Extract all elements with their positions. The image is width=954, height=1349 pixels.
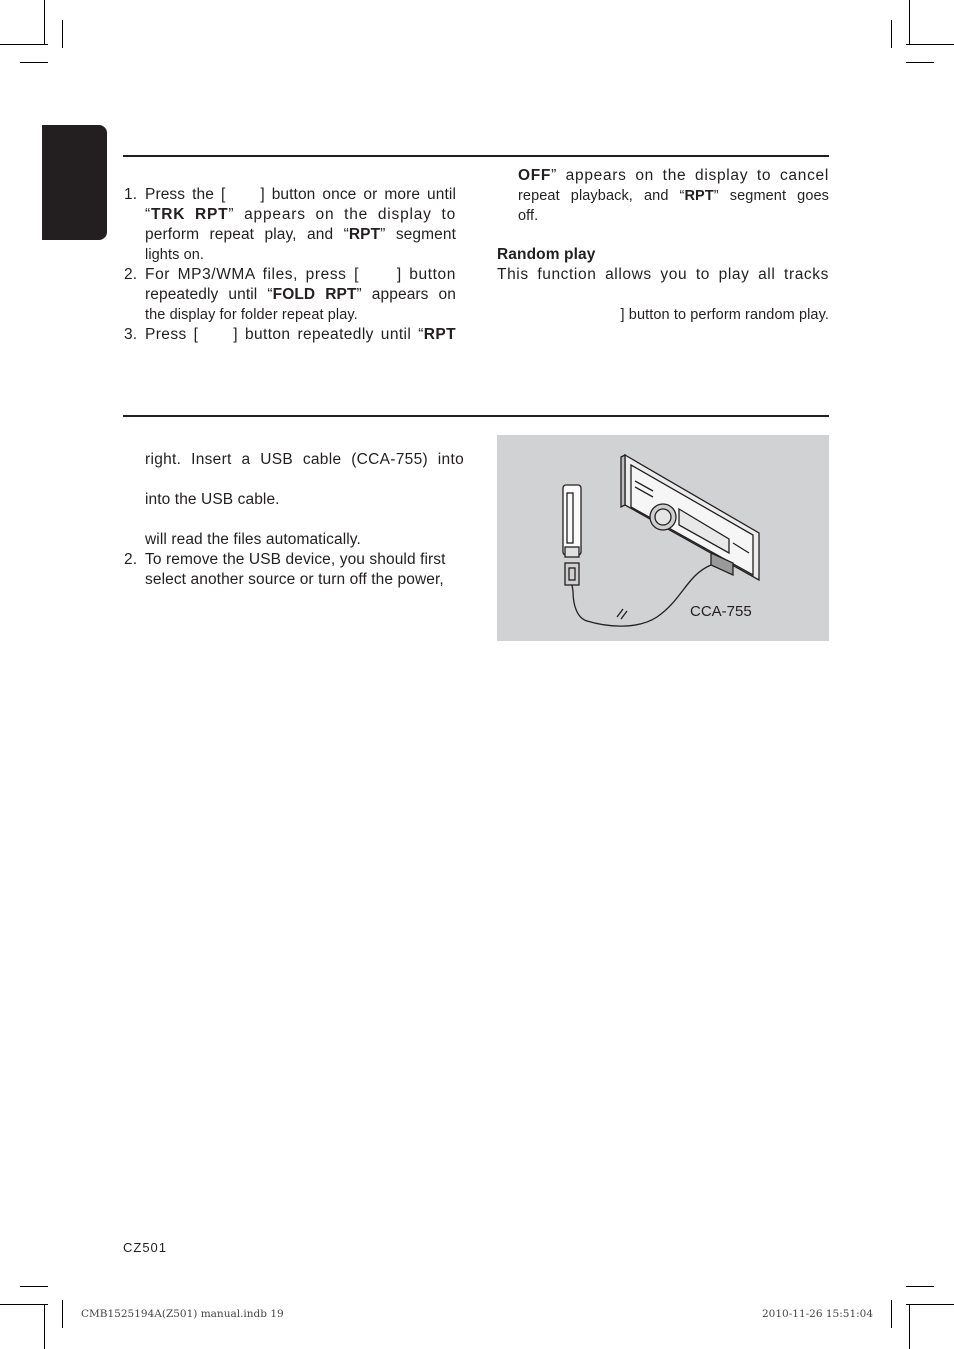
- usb-section: [124, 450, 464, 590]
- crop-mark: [906, 1286, 934, 1287]
- text-line: [145, 510, 464, 530]
- step-3: [124, 325, 456, 345]
- step-number: 2.: [124, 551, 138, 568]
- model-label: CZ501: [123, 1240, 168, 1255]
- step-number: 2.: [124, 266, 138, 283]
- crop-mark: [906, 62, 934, 63]
- step-line: For MP3/WMA files, press [ ] button: [145, 266, 456, 283]
- text-line: repeat playback, and “RPT” segment goes: [518, 188, 830, 204]
- step-number: 3.: [124, 326, 138, 343]
- text-line: [497, 285, 829, 305]
- crop-mark: [0, 1304, 48, 1305]
- crop-mark: [891, 20, 892, 48]
- print-slug-right: 2010-11-26 15:51:04: [762, 1308, 874, 1320]
- text-line: right. Insert a USB cable (CCA-755) into: [145, 451, 464, 468]
- text-line: select another source or turn off the power,: [145, 571, 444, 588]
- step-2: [124, 265, 456, 325]
- usb-connection-figure: [497, 435, 829, 641]
- text-line: will read the files automatically.: [145, 531, 361, 548]
- crop-mark: [891, 1300, 892, 1328]
- step-line: perform repeat play, and “RPT” segment: [145, 226, 456, 243]
- text-line: This function allows you to play all tracks: [497, 266, 829, 283]
- crop-mark: [44, 1305, 45, 1349]
- head-unit-illustration: [497, 435, 829, 641]
- crop-mark: [62, 1300, 63, 1328]
- text-line: To remove the USB device, you should first: [145, 551, 446, 568]
- crop-mark: [44, 0, 45, 44]
- crop-mark: [62, 20, 63, 48]
- crop-mark: [909, 1305, 910, 1349]
- usb-step-2: [124, 550, 464, 590]
- crop-mark: [909, 0, 910, 44]
- crop-mark: [906, 44, 954, 45]
- random-heading: Random play: [497, 246, 596, 263]
- random-section: [497, 245, 829, 325]
- step-line: Press [ ] button repeatedly until “RPT: [145, 326, 456, 343]
- step-number: 1.: [124, 186, 138, 203]
- cable-label: CCA-755: [690, 603, 752, 620]
- language-tab: [42, 125, 107, 240]
- repeat-continued: [518, 166, 829, 226]
- step-line: Press the [ ] button once or more until: [145, 186, 456, 203]
- section-rule: [123, 155, 829, 157]
- crop-mark: [20, 1286, 48, 1287]
- crop-mark: [20, 62, 48, 63]
- step-line: “TRK RPT” appears on the display to: [145, 206, 456, 223]
- section-rule: [123, 415, 829, 417]
- step-line: lights on.: [145, 247, 205, 263]
- crop-mark: [906, 1304, 954, 1305]
- step-1: [124, 185, 456, 265]
- text-line: [145, 470, 464, 490]
- text-line: off.: [518, 208, 539, 224]
- text-line: into the USB cable.: [145, 491, 280, 508]
- step-line: the display for folder repeat play.: [145, 307, 358, 323]
- text-line: ] button to perform random play.: [620, 307, 829, 323]
- step-line: repeatedly until “FOLD RPT” appears on: [145, 286, 456, 303]
- print-slug-left: CMB1525194A(Z501) manual.indb 19: [81, 1308, 284, 1320]
- crop-mark: [0, 44, 48, 45]
- text-line: OFF” appears on the display to cancel: [518, 167, 829, 184]
- repeat-steps: [124, 185, 456, 345]
